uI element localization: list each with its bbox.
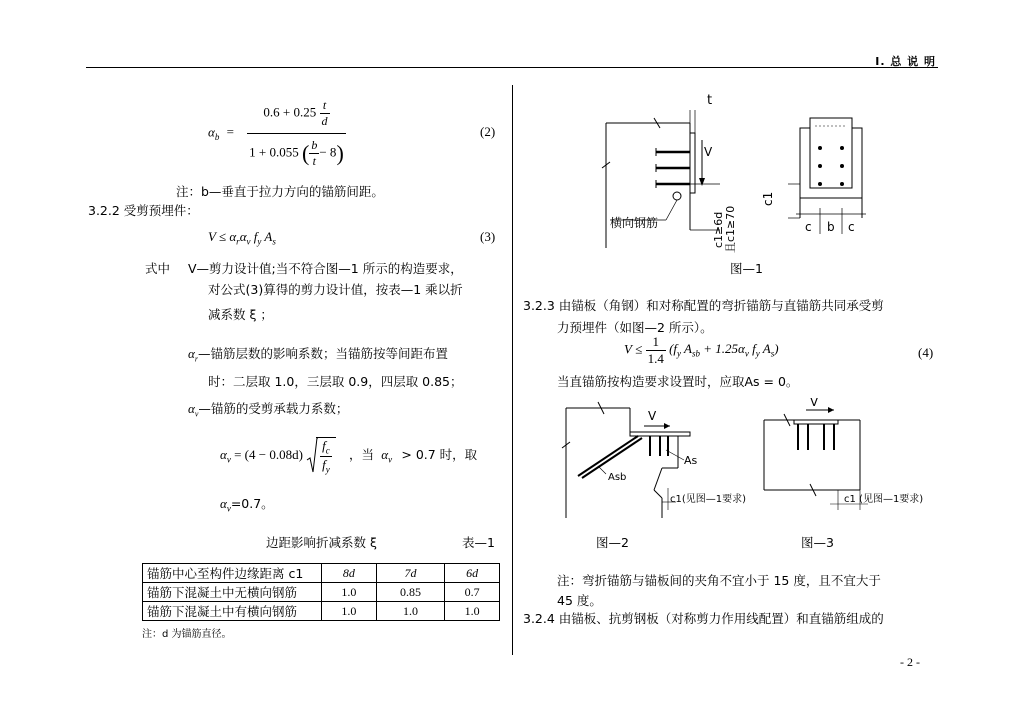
fig2-as-label: As xyxy=(684,454,698,467)
straight-anchor-note: 当直锚筋按构造要求设置时，应取As = 0。 xyxy=(557,374,799,389)
fig1-c1-rule-b: 且c1≥70 xyxy=(724,205,737,253)
page-number: - 2 - xyxy=(900,655,920,669)
v-definition-1: V—剪力设计值;当不符合图—1 所示的构造要求， xyxy=(188,261,463,276)
v-definition-2: 对公式(3)算得的剪力设计值，按表—1 乘以折 xyxy=(208,282,463,297)
equation-4: V ≤ $\frac{1}{1.4}$ ($f_y$ $A_{sb} + 1.25\alpha_v$ $f_y$ $A_s$) xyxy=(624,334,779,366)
angle-note-1: 注：弯折锚筋与锚板间的夹角不宜小于 15 度，且不宜大于 xyxy=(557,573,881,588)
figure-3 xyxy=(760,398,940,528)
fig1-c1-rule-a: c1≥6d xyxy=(712,211,725,248)
table-1-title: 边距影响折减系数 ξ xyxy=(266,535,377,550)
equation-3: $V \le \alpha_r\alpha_v$ $f_y$ $A_s$ xyxy=(208,229,276,247)
ar-definition-1: $\alpha_r—$锚筋层数的影响系数；当锚筋按等间距布置 xyxy=(188,346,448,364)
fig1-t-label: t xyxy=(707,93,713,108)
where-label: 式中 xyxy=(145,261,171,276)
v-definition-3: 减系数 ξ ； xyxy=(208,307,273,322)
table-1-note: 注：d 为锚筋直径。 xyxy=(142,629,232,640)
figure-3-caption: 图—3 xyxy=(801,535,834,550)
equation-4-number: (4) xyxy=(918,345,934,360)
fig3-c1-label: c1 (见图—1要求) xyxy=(844,494,924,505)
table-1-label: 表—1 xyxy=(462,535,495,550)
av-final: $\alpha_v=0.7$。 xyxy=(220,496,274,514)
fig2-c1-label: c1(见图—1要求) xyxy=(670,494,747,505)
figure-1-caption: 图—1 xyxy=(730,261,763,276)
equation-2: $\alpha_b$ = 0.6 + 0.25 $\frac{t}{d}$ 1 + 0.055 ( $\frac{b}{t}$ − 8) xyxy=(208,98,344,168)
fig1-c-left: c xyxy=(805,220,812,234)
section-3-2-4: 3.2.4 由锚板、抗剪钢板（对称剪力作用线配置）和直锚筋组成的 xyxy=(523,611,884,626)
header-section: I. 总 说 明 xyxy=(875,55,936,68)
note-b: 注：b—垂直于拉力方向的锚筋间距。 xyxy=(176,184,384,199)
fig1-rebar-label: 横向钢筋 xyxy=(610,216,659,230)
ar-definition-2: 时：二层取 1.0，三层取 0.9，四层取 0.85； xyxy=(208,374,463,389)
table-row: 锚筋下混凝土中有横向钢筋 1.0 1.0 1.0 xyxy=(143,602,500,621)
column-divider xyxy=(512,85,513,655)
av-definition: $\alpha_v—$锚筋的受剪承载力系数； xyxy=(188,401,349,419)
fig1-c1-label: c1 xyxy=(761,191,775,206)
section-3-2-3-line1: 3.2.3 由锚板（角钢）和对称配置的弯折锚筋与直锚筋共同承受剪 xyxy=(523,298,884,313)
fig3-v-label: V xyxy=(810,398,819,409)
av-formula: $\alpha_v = (4 - 0.08d)$ $\frac{f_c}{f_y}$ ，当 $\alpha_v > 0.7$ 时，取 xyxy=(220,436,477,476)
table-row: 锚筋下混凝土中无横向钢筋 1.0 0.85 0.7 xyxy=(143,583,500,602)
equation-3-number: (3) xyxy=(480,229,496,244)
section-3-2-2: 3.2.2 受剪预埋件： xyxy=(88,203,199,218)
fig2-asb-label: Asb xyxy=(608,472,627,483)
fig1-v-label: V xyxy=(704,145,713,159)
figure-1 xyxy=(600,88,880,258)
table-1 xyxy=(142,563,500,621)
angle-note-2: 45 度。 xyxy=(557,593,602,608)
fig1-c-right: c xyxy=(848,220,855,234)
header-rule xyxy=(86,67,938,68)
figure-2-caption: 图—2 xyxy=(596,535,629,550)
table-row: 锚筋中心至构件边缘距离 c1 8d 7d 6d xyxy=(143,564,500,583)
equation-2-number: (2) xyxy=(480,124,496,139)
fig1-b-label: b xyxy=(827,220,835,234)
figure-2 xyxy=(558,398,758,528)
fig2-v-label: V xyxy=(648,409,657,423)
section-3-2-3-line2: 力预埋件（如图—2 所示）。 xyxy=(557,320,713,335)
